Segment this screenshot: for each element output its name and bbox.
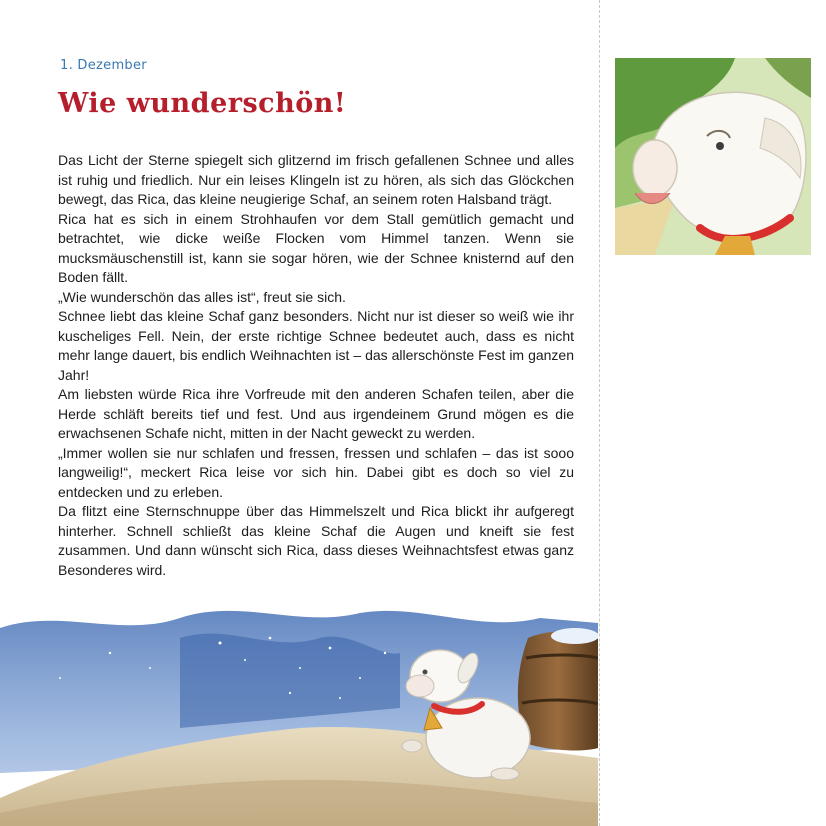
story-paragraph: Da flitzt eine Sternschnuppe über das Himmelszelt und Rica blickt ihr aufgeregt hinterher. Schnell schließt das kleine Schaf die Augen und kneift sie fest zusammen. Und dann wünscht sich Rica, dass dieses Weihnachtsfest etwas ganz Besonderes wird. [58, 503, 574, 578]
chapter-title: Wie wunderschön! [58, 88, 347, 119]
story-paragraph: „Immer wollen sie nur schlafen und fressen, fressen und schlafen – das ist sooo langweilig!“, meckert Rica leise vor sich hin. Dabei gibt es doch so viel zu entdecken und zu erleben. [58, 444, 574, 500]
sheep-closeup-svg [615, 58, 811, 255]
chapter-date: 1. Dezember [60, 58, 147, 73]
night-scene-svg [0, 598, 598, 826]
night-scene-illustration [0, 598, 598, 826]
sheep-closeup-illustration [615, 58, 811, 255]
story-text [58, 151, 574, 580]
story-paragraph: „Wie wunderschön das alles ist“, freut sie sich. [58, 288, 346, 305]
page-divider [599, 0, 600, 826]
story-paragraph: Schnee liebt das kleine Schaf ganz besonders. Nicht nur ist dieser so weiß wie ihr kuscheliges Fell. Nein, der erste richtige Schnee bedeutet auch, dass es nicht mehr lange dauert, bis endlich Weihnachten ist – das allerschönste Fest im ganzen Jahr! [58, 308, 574, 383]
story-paragraph: Am liebsten würde Rica ihre Vorfreude mit den anderen Schafen teilen, aber die Herde schläft bereits tief und fest. Und aus irgendeinem Grund mögen es die erwachsenen Schafe nicht, mitten in der Nacht geweckt zu werden. [58, 386, 574, 441]
story-paragraph: Das Licht der Sterne spiegelt sich glitzernd im frisch gefallenen Schnee und alles ist ruhig und friedlich. Nur ein leises Klingeln ist zu hören, als sich das Glöckchen bewegt, das Rica, das kleine neugierige Schaf, an seinem roten Halsband trägt. [58, 152, 574, 207]
story-paragraph: Rica hat es sich in einem Strohhaufen vor dem Stall gemütlich gemacht und betrachtet, wie dicke weiße Flocken vom Himmel tanzen. Wenn sie mucksmäuschenstill ist, kann sie sogar hören, wie der Schnee knisternd auf den Boden fällt. [58, 210, 574, 285]
